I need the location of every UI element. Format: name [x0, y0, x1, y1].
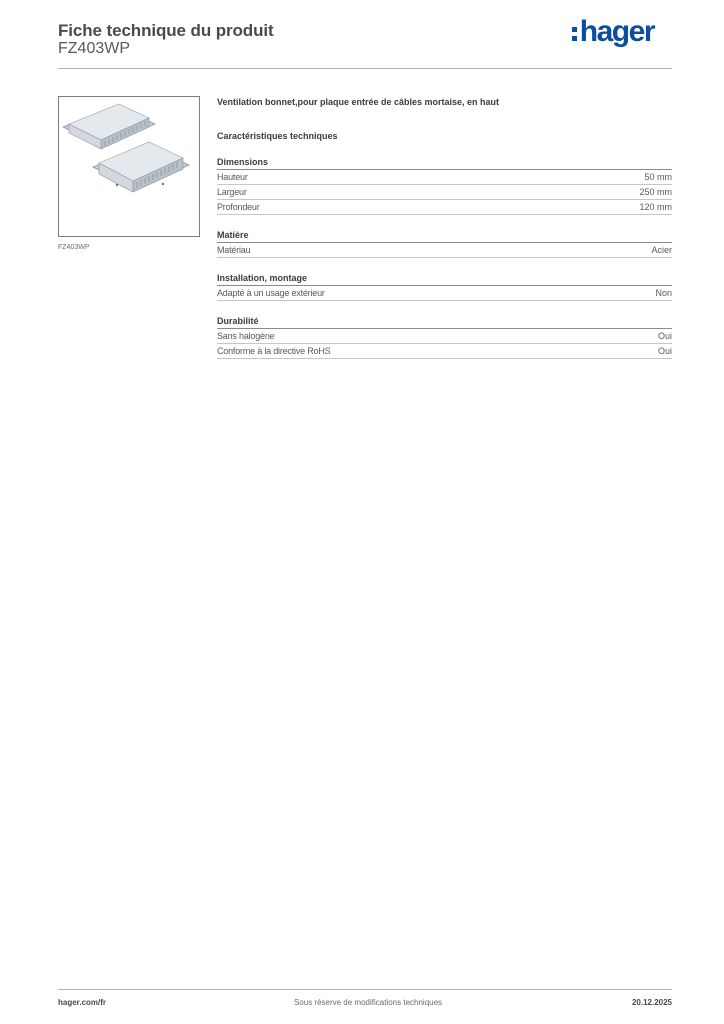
spec-value: Oui: [657, 346, 672, 356]
spec-row: [217, 286, 672, 301]
header-divider: [58, 68, 672, 69]
spec-row: [217, 243, 672, 258]
footer-divider: [58, 989, 672, 990]
section-title: Caractéristiques techniques: [217, 131, 338, 141]
spec-group-material: [217, 229, 672, 258]
footer-date: 20.12.2025: [631, 998, 672, 1007]
spec-value: 250 mm: [639, 187, 672, 197]
spec-group-title: Durabilité: [217, 315, 672, 329]
spec-label: Sans halogène: [217, 331, 275, 341]
footer-website-link[interactable]: hager.com/fr: [58, 998, 107, 1007]
spec-value: Non: [655, 288, 672, 298]
footer-notice: Sous réserve de modifications techniques: [293, 998, 443, 1007]
spec-row: [217, 200, 672, 215]
spec-row: [217, 185, 672, 200]
product-description: Ventilation bonnet,pour plaque entrée de câbles mortaise, en haut: [217, 97, 500, 107]
spec-label: Matériau: [217, 245, 251, 255]
spec-row: [217, 329, 672, 344]
product-details: [217, 96, 672, 359]
spec-group-title: Installation, montage: [217, 272, 672, 286]
spec-label: Adapté à un usage extérieur: [217, 288, 325, 298]
spec-label: Largeur: [217, 187, 247, 197]
product-image: [58, 96, 200, 237]
product-code: FZ403WP: [58, 40, 131, 57]
logo-text: hager: [579, 15, 654, 48]
bonnet-back-unit: [63, 104, 155, 149]
ventilation-bonnet-illustration: [59, 97, 199, 236]
spec-group-durability: [217, 315, 672, 359]
spec-group-installation: [217, 272, 672, 301]
spec-label: Hauteur: [217, 172, 248, 182]
spec-row: [217, 170, 672, 185]
hager-logo: [572, 14, 654, 50]
image-caption: FZ403WP: [58, 244, 90, 251]
spec-group-dimensions: [217, 156, 672, 215]
spec-value: Acier: [651, 245, 672, 255]
spec-value: 50 mm: [644, 172, 672, 182]
spec-label: Conforme à la directive RoHS: [217, 346, 331, 356]
page-title: Fiche technique du produit: [58, 21, 274, 40]
bonnet-front-unit: [93, 142, 189, 192]
spec-label: Profondeur: [217, 202, 260, 212]
spec-row: [217, 344, 672, 359]
logo-dots-icon: [572, 27, 577, 41]
spec-group-title: Matière: [217, 229, 672, 243]
spec-value: 120 mm: [639, 202, 672, 212]
spec-value: Oui: [657, 331, 672, 341]
spec-group-title: Dimensions: [217, 156, 672, 170]
